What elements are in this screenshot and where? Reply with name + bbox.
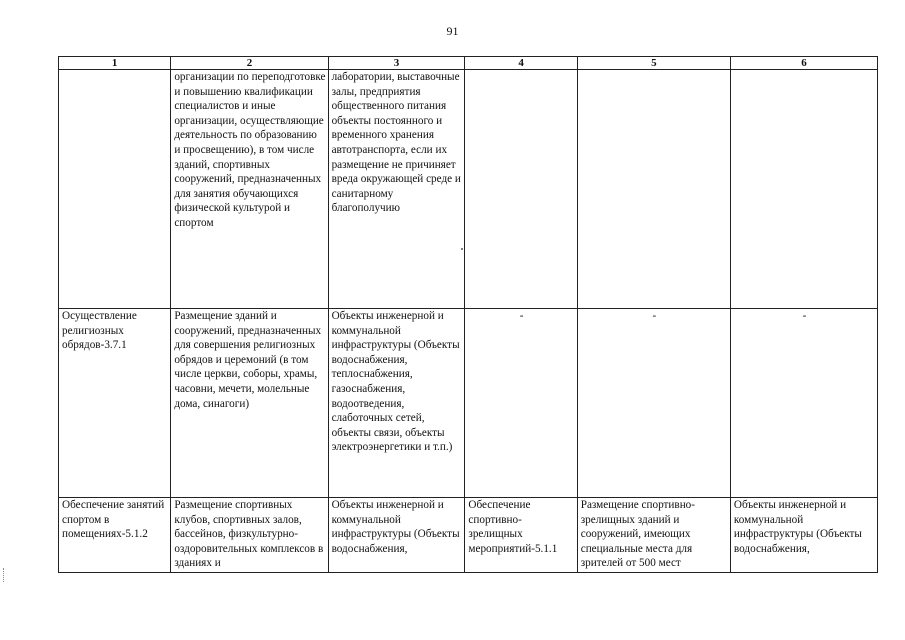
table-cell-dash: - (730, 309, 877, 498)
table-cell: Объекты инженерной и коммунальной инфраструктуры (Объекты водоснабжения, (328, 498, 465, 573)
table-cell: Осуществление религиозных обрядов-3.7.1 (59, 309, 171, 498)
table-cell (577, 70, 730, 309)
scan-margin-mark (3, 568, 8, 582)
table-cell (465, 70, 577, 309)
page-number: 91 (446, 24, 459, 38)
column-header-3: 3 (328, 57, 465, 70)
land-use-table (58, 56, 878, 573)
table-cell (730, 70, 877, 309)
table-cell: лаборатории, выставочные залы, предприятия общественного питания объекты постоянного и временного хранения автотранспорта, если их размещение не причиняет вреда окружающей среде и санитарному благополучию (328, 70, 465, 309)
table-cell: Обеспечение спортивно-зрелищных мероприятий-5.1.1 (465, 498, 577, 573)
table-cell: Размещение спортивно-зрелищных зданий и сооружений, имеющих специальные места для зрителей от 500 мест (577, 498, 730, 573)
column-header-5: 5 (577, 57, 730, 70)
table-row (59, 498, 878, 573)
table-cell-dash: - (465, 309, 577, 498)
table-cell: Размещение зданий и сооружений, предназначенных для совершения религиозных обрядов и церемоний (в том числе церкви, соборы, храмы, часовни, мечети, молельные дома, синагоги) (171, 309, 328, 498)
column-header-2: 2 (171, 57, 328, 70)
scan-speck (461, 248, 463, 250)
table-cell: Объекты инженерной и коммунальной инфраструктуры (Объекты водоснабжения, (730, 498, 877, 573)
column-header-4: 4 (465, 57, 577, 70)
table-cell-dash: - (577, 309, 730, 498)
table-row (59, 309, 878, 498)
table-cell: Размещение спортивных клубов, спортивных залов, бассейнов, физкультурно-оздоровительных комплексов в зданиях и (171, 498, 328, 573)
column-header-6: 6 (730, 57, 877, 70)
table-cell (59, 70, 171, 309)
table-row (59, 70, 878, 309)
table-cell: организации по переподготовке и повышению квалификации специалистов и иные организации, осуществляющие деятельность по образованию и просвещению), в том числе зданий, спортивных сооружений, предназначенных для занятия обучающихся физической культурой и спортом (171, 70, 328, 309)
column-header-1: 1 (59, 57, 171, 70)
table-cell: Обеспечение занятий спортом в помещениях-5.1.2 (59, 498, 171, 573)
table-header-row (59, 57, 878, 70)
table-cell: Объекты инженерной и коммунальной инфраструктуры (Объекты водоснабжения, теплоснабжения, газоснабжения, водоотведения, слаботочных сетей, объекты связи, объекты электроэнергетики и т.п.) (328, 309, 465, 498)
